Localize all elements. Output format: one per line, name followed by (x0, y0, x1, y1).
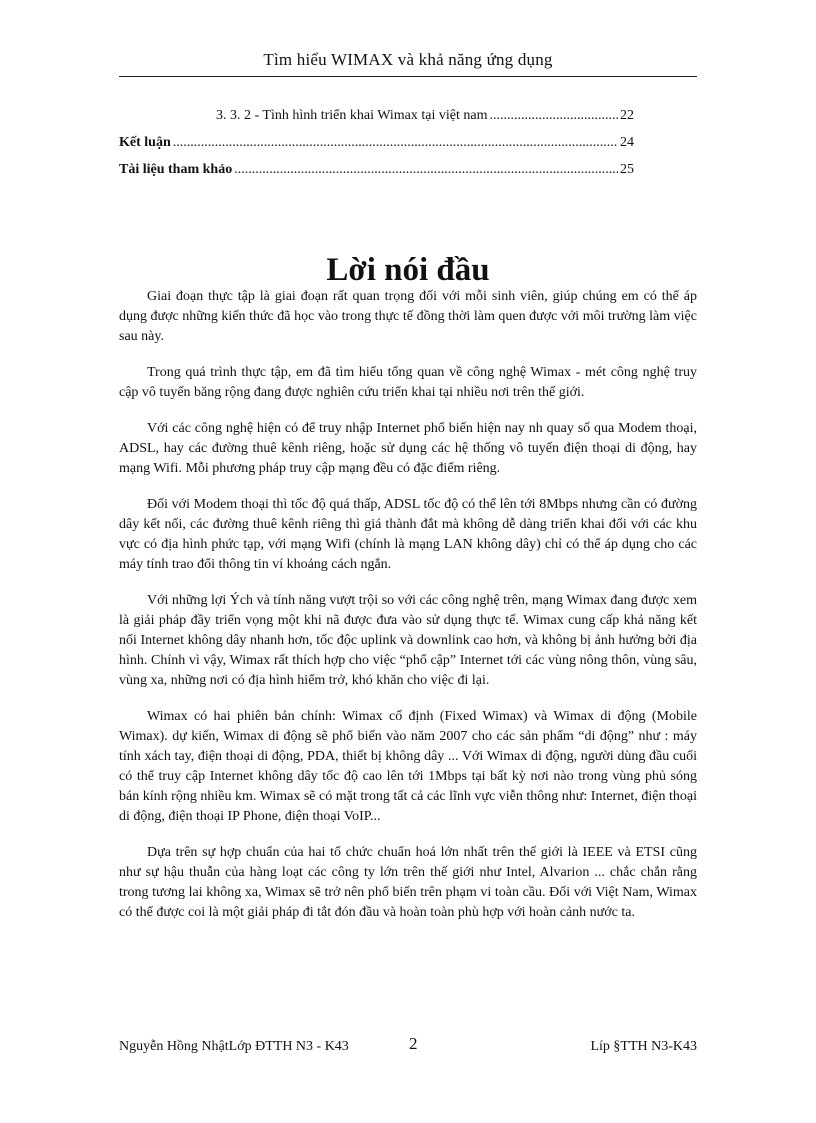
header-rule (119, 76, 697, 77)
toc-entry-page: 22 (620, 108, 634, 123)
footer-author-class: Nguyễn Hồng NhậtLớp ĐTTH N3 - K43 (119, 1039, 349, 1054)
body-paragraph: Dựa trên sự hợp chuẩn của hai tổ chức chuẩn hoá lớn nhất trên thế giới là IEEE và ETSI cũng như sự hậu thuẫn của hàng loạt các công ty lớn trên thế giới như Intel, Alvarion ... chắc chắn rằng trong tương lai không xa, Wimax sẽ trở nên phổ biến trên phạm vi toàn cầu. Đối với Việt Nam, Wimax có thể được coi là một giải pháp đi tắt đón đầu và hoàn toàn phù hợp với hoàn cảnh nước ta. (119, 845, 697, 920)
toc-entry-title: Tài liệu tham khảo (119, 162, 233, 177)
toc-entry-title: 3. 3. 2 - Tình hình triển khai Wimax tại việt nam (216, 108, 488, 123)
body-paragraph: Với những lợi Ých và tính năng vượt trội so với các công nghệ trên, mạng Wimax đang được xem là giải pháp đầy triển vọng một khi nã được đưa vào sử dụng thực tế. Wimax cung cấp khả năng kết nối Internet không dây nhanh hơn, tốc độc uplink và downlink cao hơn, và không bị ảnh hưởng bởi địa hình. Chính vì vậy, Wimax rất thích hợp cho việc “phổ cập” Internet tới các vùng nông thôn, vùng sâu, vùng xa, những nơi có địa hình hiểm trở, khó khăn cho việc đi lại. (119, 593, 697, 688)
body-paragraph: Đối với Modem thoại thì tốc độ quá thấp, ADSL tốc độ có thể lên tới 8Mbps nhưng cần có đường dây kết nối, các đường thuê kênh riêng thì giá thành đắt mà không dễ dàng triển khai đối với các khu vực có địa hình phức tạp, với mạng Wifi (chính là mạng LAN không dây) chỉ có thể áp dụng cho các máy tính trao đổi thông tin ví khoảng cách ngắn. (119, 497, 697, 572)
toc-entry[interactable] (119, 102, 634, 129)
toc-entry[interactable] (119, 156, 634, 183)
toc-entry-title: Kết luận (119, 135, 171, 150)
footer-class-code: Líp §TTH N3-K43 (590, 1039, 697, 1054)
toc-entry-page: 25 (620, 162, 634, 177)
table-of-contents (119, 102, 634, 183)
section-body (119, 287, 697, 939)
body-paragraph: Giai đoạn thực tập là giai đoạn rất quan trọng đối với mỗi sinh viên, giúp chúng em có thể áp dụng được những kiến thức đã học vào trong thực tế đồng thời làm quen được với môi trường làm việc sau này. (119, 289, 697, 344)
footer-page-number: 2 (409, 1034, 418, 1053)
toc-entry[interactable] (119, 129, 634, 156)
body-paragraph: Với các công nghệ hiện có để truy nhập Internet phổ biến hiện nay nh quay số qua Modem thoại, ADSL, hay các đường thuê kênh riêng, hoặc sử dụng các hệ thống vô tuyến điện thoại di động, hay mạng Wifi. Mỗi phương pháp truy cập mạng đều có đặc điểm riêng. (119, 421, 697, 476)
toc-leader-dots (173, 129, 618, 156)
toc-entry-page: 24 (620, 135, 634, 150)
running-header: Tìm hiểu WIMAX và khả năng ứng dụng (263, 50, 553, 69)
body-paragraph: Wimax có hai phiên bản chính: Wimax cố định (Fixed Wimax) và Wimax di động (Mobile Wimax). dự kiến, Wimax di động sẽ phổ biến vào năm 2007 cho các sản phẩm “di động” như : máy tính xách tay, điện thoại di động, PDA, thiết bị không dây ... Với Wimax di động, người dùng đầu cuối có thể truy cập Internet không dây tốc độ cao lên tới 1Mbps tại bất kỳ nơi nào trong vùng phủ sóng bán kính rộng nhiều km. Wimax sẽ có mặt trong tất cả các lĩnh vực viễn thông như: Internet, điện thoại di động, điện thoại IP Phone, điện thoại VoIP... (119, 709, 697, 824)
toc-leader-dots (234, 156, 618, 183)
body-paragraph: Trong quá trình thực tập, em đã tìm hiểu tổng quan về công nghệ Wimax - mét công nghệ truy cập vô tuyến băng rộng đang được nghiên cứu triển khai tại nhiều nơi trên thế giới. (119, 365, 697, 400)
toc-leader-dots (489, 102, 618, 129)
section-title: Lời nói đầu (326, 252, 490, 289)
